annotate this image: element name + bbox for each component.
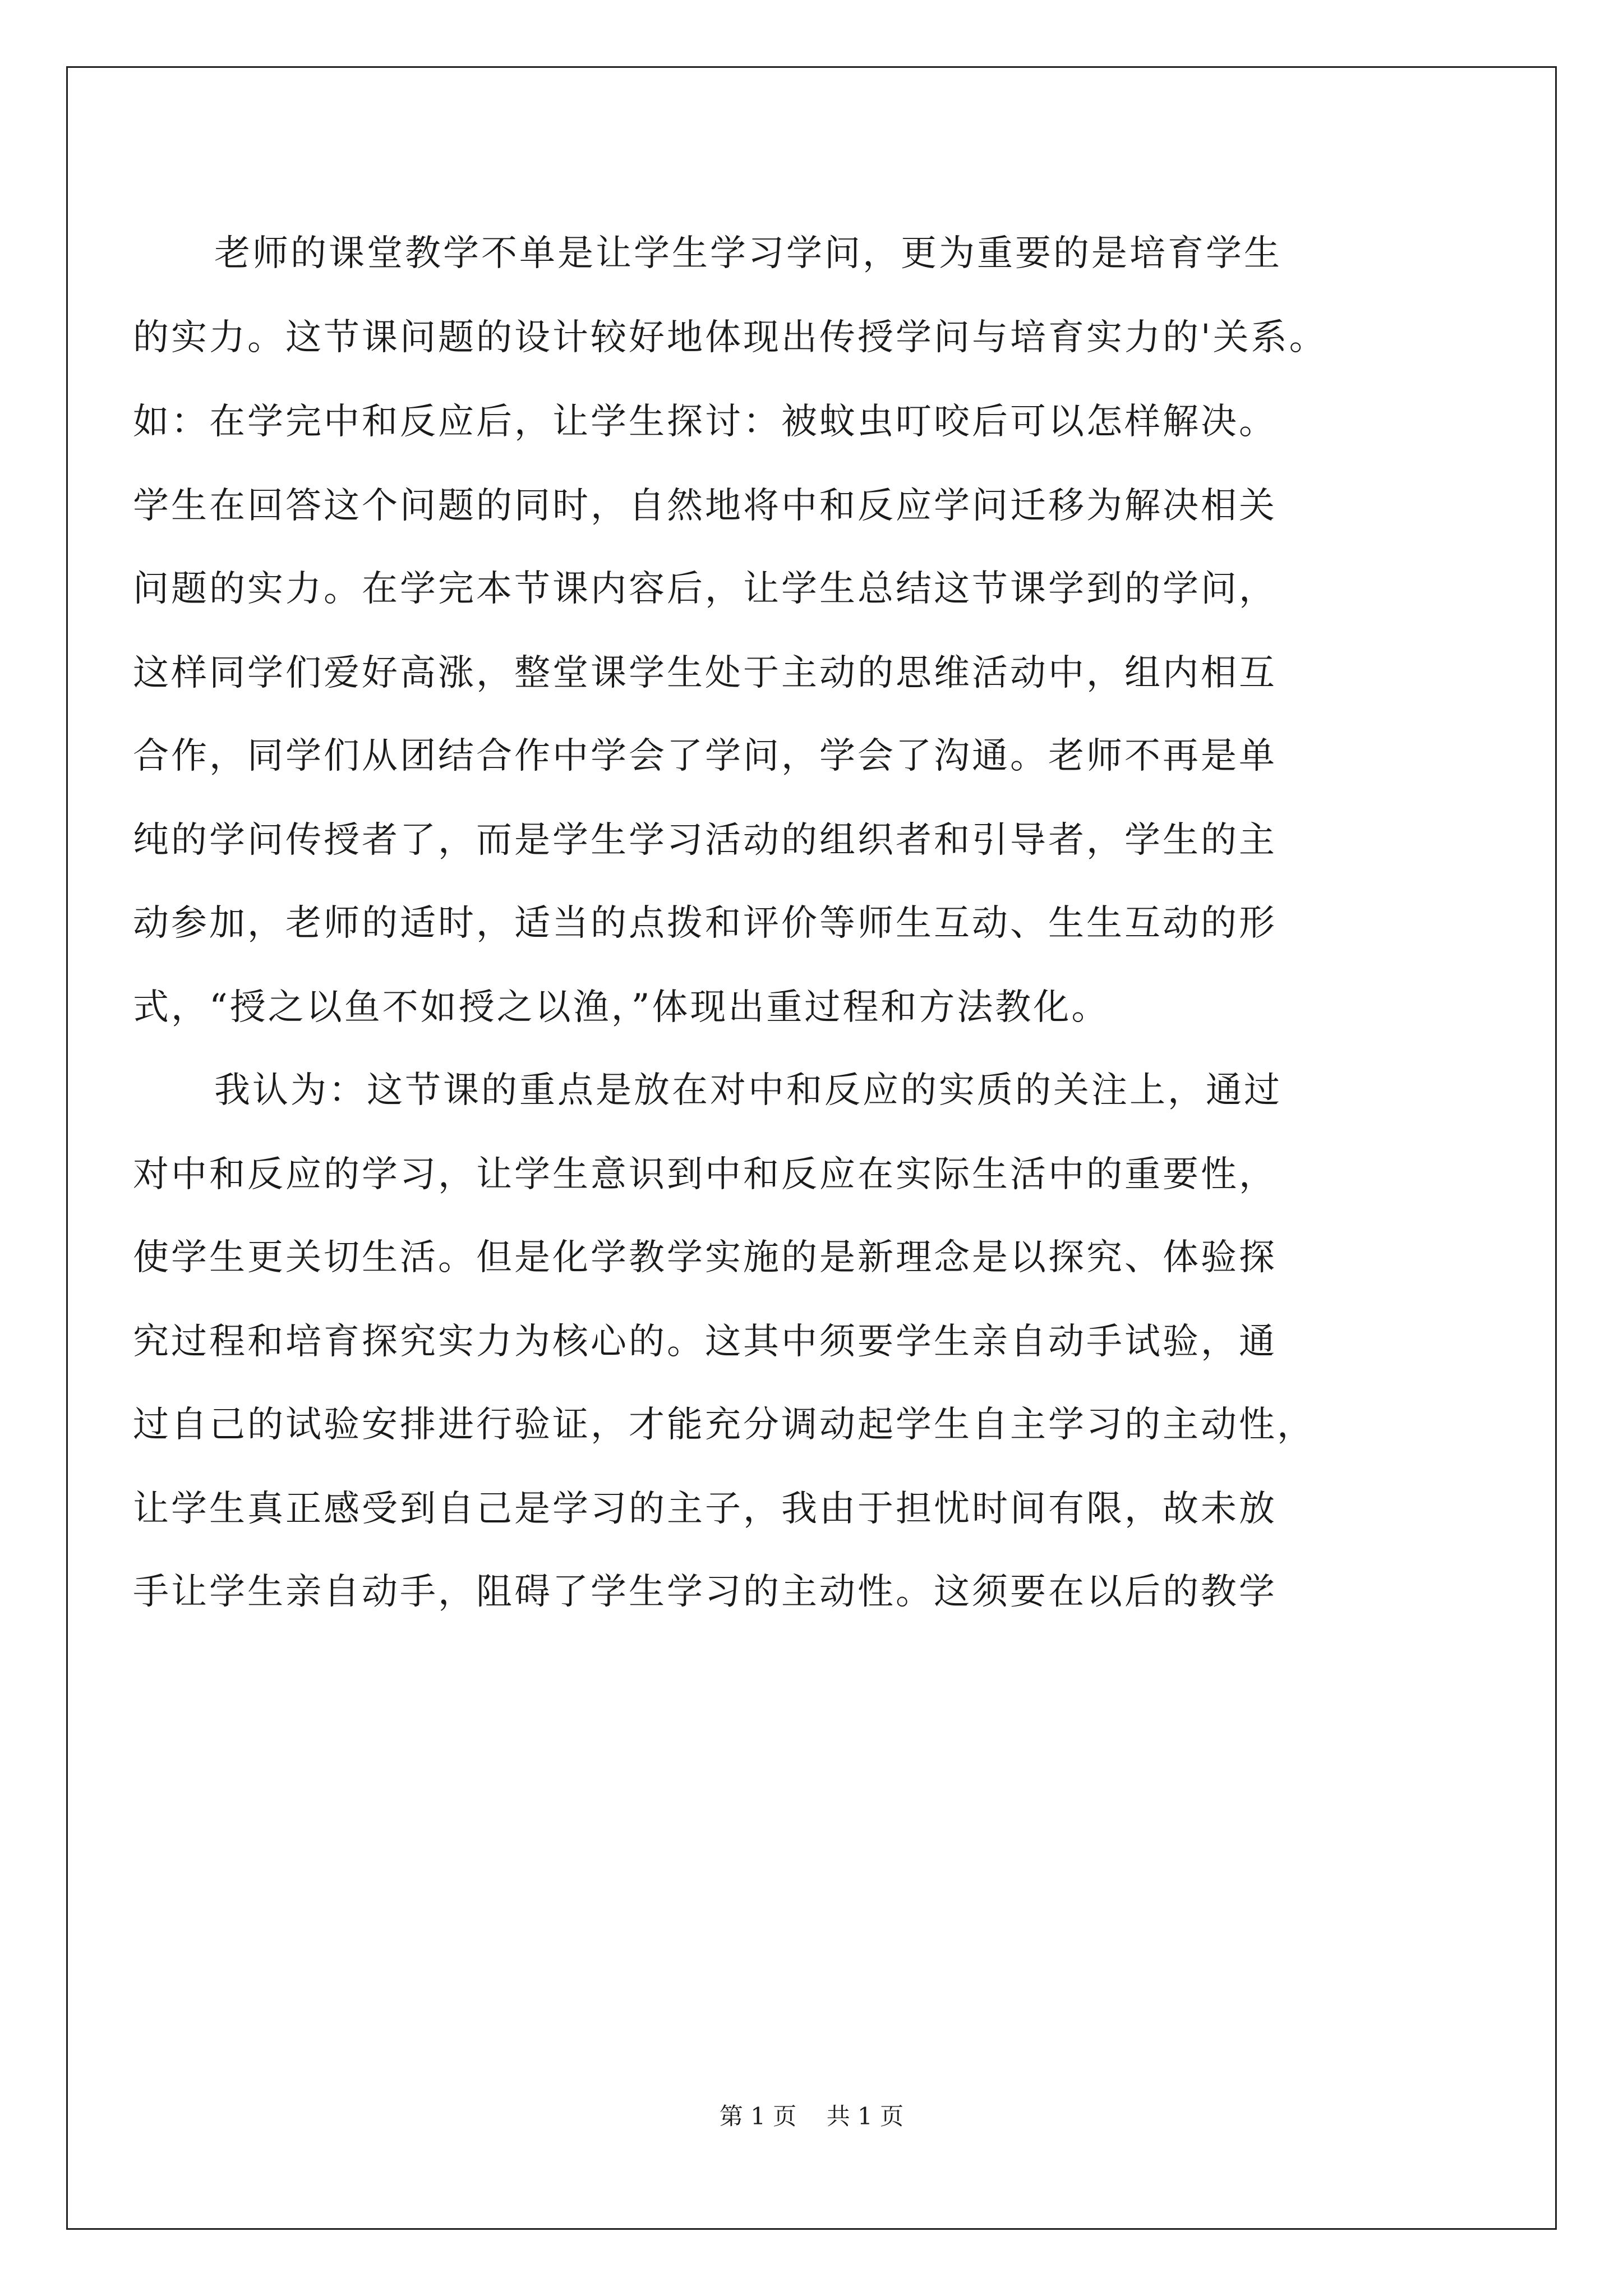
text-line-12: 对中和反应的学习，让学生意识到中和反应在实际生活中的重要性， (133, 1154, 1277, 1195)
text-line-10: 式，“授之以鱼不如授之以渔，”体现出重过程和方法教化。 (133, 987, 1110, 1028)
text-line-6: 这样同学们爱好高涨，整堂课学生处于主动的思维活动中，组内相互 (133, 652, 1277, 694)
text-line-17: 手让学生亲自动手，阻碍了学生学习的主动性。这须要在以后的教学 (133, 1571, 1277, 1613)
text-line-9: 动参加，老师的适时，适当的点拨和评价等师生互动、生生互动的形 (133, 903, 1277, 944)
text-line-16: 让学生真正感受到自己是学习的主子，我由于担忧时间有限，故未放 (133, 1488, 1277, 1530)
page-number-footer: 第 1 页 共 1 页 (719, 2102, 904, 2130)
text-line-11: 我认为：这节课的重点是放在对中和反应的实质的关注上，通过 (214, 1070, 1282, 1111)
text-line-15: 过自己的试验安排进行验证，才能充分调动起学生自主学习的主动性， (133, 1404, 1315, 1446)
text-line-8: 纯的学问传授者了，而是学生学习活动的组织者和引导者，学生的主 (133, 820, 1277, 861)
text-line-5: 问题的实力。在学完本节课内容后，让学生总结这节课学到的学问， (133, 568, 1277, 610)
text-line-4: 学生在回答这个问题的同时，自然地将中和反应学问迁移为解决相关 (133, 485, 1277, 527)
text-line-14: 究过程和培育探究实力为核心的。这其中须要学生亲自动手试验，通 (133, 1321, 1277, 1363)
text-line-3: 如：在学完中和反应后，让学生探讨：被蚊虫叮咬后可以怎样解决。 (133, 401, 1277, 443)
text-line-7: 合作，同学们从团结合作中学会了学问，学会了沟通。老师不再是单 (133, 735, 1277, 777)
text-line-1: 老师的课堂教学不单是让学生学习学问，更为重要的是培育学生 (214, 233, 1282, 274)
text-line-2: 的实力。这节课问题的设计较好地体现出传授学问与培育实力的'关系。 (133, 317, 1327, 358)
document-body (133, 0, 1490, 2076)
text-line-13: 使学生更关切生活。但是化学教学实施的是新理念是以探究、体验探 (133, 1237, 1277, 1278)
